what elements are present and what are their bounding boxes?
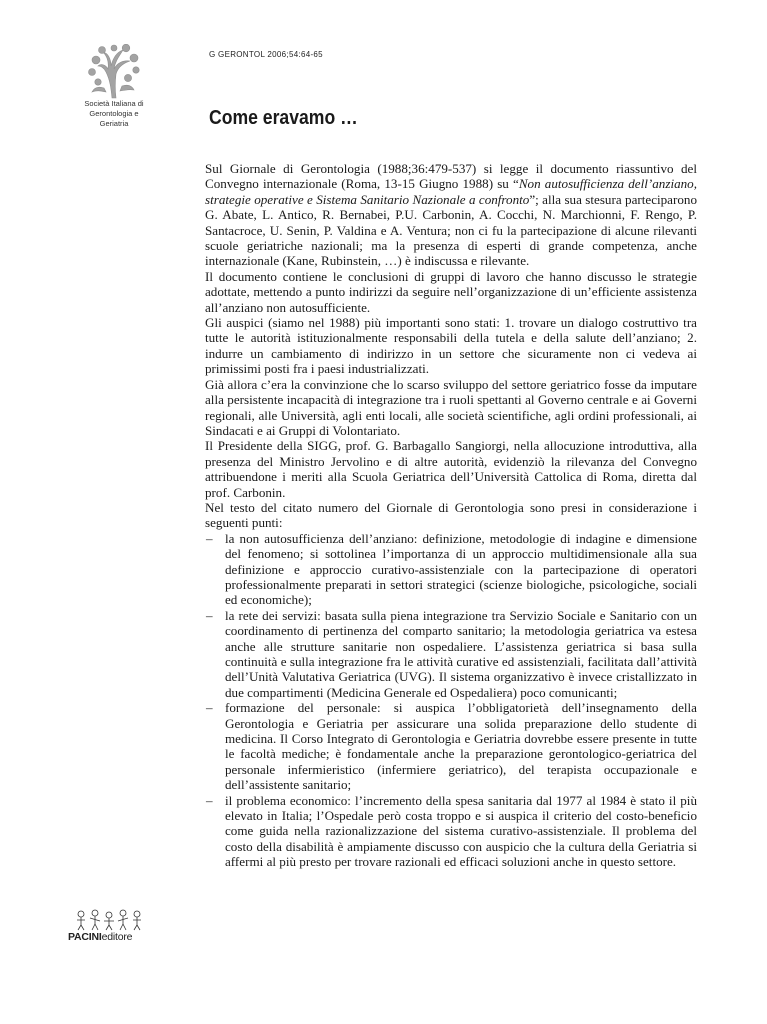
conference-title: Non autosufficienza dell’anziano, strategie operative e Sistema Sanitario Nazionale a confronto [205, 176, 697, 207]
publisher-name-regular: editore [101, 931, 133, 943]
sigg-tree-logo-icon [84, 44, 144, 100]
society-name-line: Società Italiana di [84, 99, 144, 108]
list-item [205, 793, 697, 870]
list-item [205, 700, 697, 792]
bullet-dash: – [206, 607, 213, 623]
list-item-text: formazione del personale: si auspica l’obbligatorietà dell’insegnamento della Gerontologia e Geriatria per assicurare una solida preparazione dello studente di medicina. Il Corso Integrato di Gerontologia e Geriatria dovrebbe essere presente in tutte le facoltà mediche; è fondamentale anche la preparazione gerontologico-geriatrica del personale infermieristico (infermiere geriatrico), del terapista occupazionale e dell’assistente sanitario; [225, 700, 697, 793]
paragraph: Gli auspici (siamo nel 1988) più importanti sono stati: 1. trovare un dialogo costruttivo tra tutte le autorità istituzionalmente responsabili della tutela e della salute dell’anziano; 2. indurre un cambiamento di indirizzo in un settore che sicuramente non ci vedeva ai primissimi posti fra i paesi industrializzati. [205, 315, 697, 377]
list-item-text: il problema economico: l’incremento della spesa sanitaria dal 1977 al 1984 è stato il più elevato in Italia; l’Ospedale però costa troppo e si auspica il criterio del costo-beneficio come guida nella razionalizzazione del sistema curativo-assistenziale. Il problema del costo della disabilità è ampiamente discusso con auspicio che la cultura della Geriatria si affermi al più presto per trovare razionali ed efficaci soluzioni anche in questo settore. [225, 792, 697, 870]
article-body [205, 161, 697, 870]
list-item [205, 608, 697, 700]
society-name [72, 99, 156, 129]
society-name-line: Geriatria [99, 119, 129, 128]
paragraph [205, 161, 697, 269]
paragraph: Nel testo del citato numero del Giornale di Gerontologia sono presi in considerazione i seguenti punti: [205, 499, 697, 531]
points-list [205, 531, 697, 870]
paragraph-text: ”; alla sua stesura parteciparono G. Abate, L. Antico, R. Bernabei, P.U. Carbonin, A. Cocchi, N. Marchionni, F. Rengo, P. Santacroce, U. Senin, P. Valdina e A. Ventura; non ci fu la partecipazione di alcune rilevanti scuole geriatriche nazionali; ma la presenza di esperti di grande competenza, anche internazionale (Kane, Rubinstein, …) è indiscussa e rilevante. [205, 191, 697, 269]
paragraph: Già allora c’era la convinzione che lo scarso sviluppo del settore geriatrico fosse da imputare alla persistente incapacità di integrazione tra i ruoli spettanti al Governo centrale e ai Governi regionali, alle Università, agli enti locali, alle società scientifiche, agli ordini professionali, ai Sindacati e ai Gruppi di Volontariato. [205, 376, 697, 438]
paragraph: Il documento contiene le conclusioni di gruppi di lavoro che hanno discusso le strategie adottate, mettendo a punto indirizzi da seguire nell’organizzazione di un’efficiente assistenza all’anziano non autosufficiente. [205, 268, 697, 315]
paragraph-text: Sul Giornale di Gerontologia (1988;36:479-537) si legge il documento riassuntivo del Convegno internazionale (Roma, 13-15 Giugno 1988) su “ [205, 161, 697, 192]
bullet-dash: – [206, 530, 213, 546]
list-item-text: la rete dei servizi: basata sulla piena integrazione tra Servizio Sociale e Sanitario con un coordinamento di pertinenza del comparto sanitario; la metodologia geriatrica va estesa anche alle strutture sanitarie non ospedaliere. L’assistenza geriatrica si basa sulla continuità e sulla integrazione fra le attività curative ed assistenziali, facilitata dall’attività dell’Unità Valutativa Geriatrica (UVG). Il sistema organizzativo è invece cristallizzato in due compartimenti (Medicina Generale ed Ospedaliera) poco comunicanti; [225, 607, 697, 700]
society-name-line: Gerontologia e [89, 109, 139, 118]
article-title: Come eravamo … [209, 107, 358, 129]
journal-citation: G GERONTOL 2006;54:64-65 [209, 50, 323, 59]
list-item-text: la non autosufficienza dell’anziano: definizione, metodologie di indagine e dimensione del fenomeno; si sottolinea l’importanza di un approccio multidimensionale alla sua definizione e approccio curativo-assistenziale con la partecipazione di operatori professionalmente preparati in settori strategici (scienze biologiche, psicologiche, sociali ed economiche); [225, 530, 697, 608]
bullet-dash: – [206, 700, 213, 716]
publisher-name-bold: PACINI [68, 931, 102, 943]
list-item [205, 531, 697, 608]
publisher-name [68, 931, 132, 943]
pacini-figures-logo-icon [71, 909, 147, 931]
bullet-dash: – [206, 792, 213, 808]
paragraph: Il Presidente della SIGG, prof. G. Barbagallo Sangiorgi, nella allocuzione introduttiva, alla presenza del Ministro Jervolino e di altre autorità, evidenziò la rilevanza del Convegno attribuendone i meriti alla Scuola Geriatrica dell’Università Cattolica di Roma, diretta dal prof. Carbonin. [205, 438, 697, 500]
